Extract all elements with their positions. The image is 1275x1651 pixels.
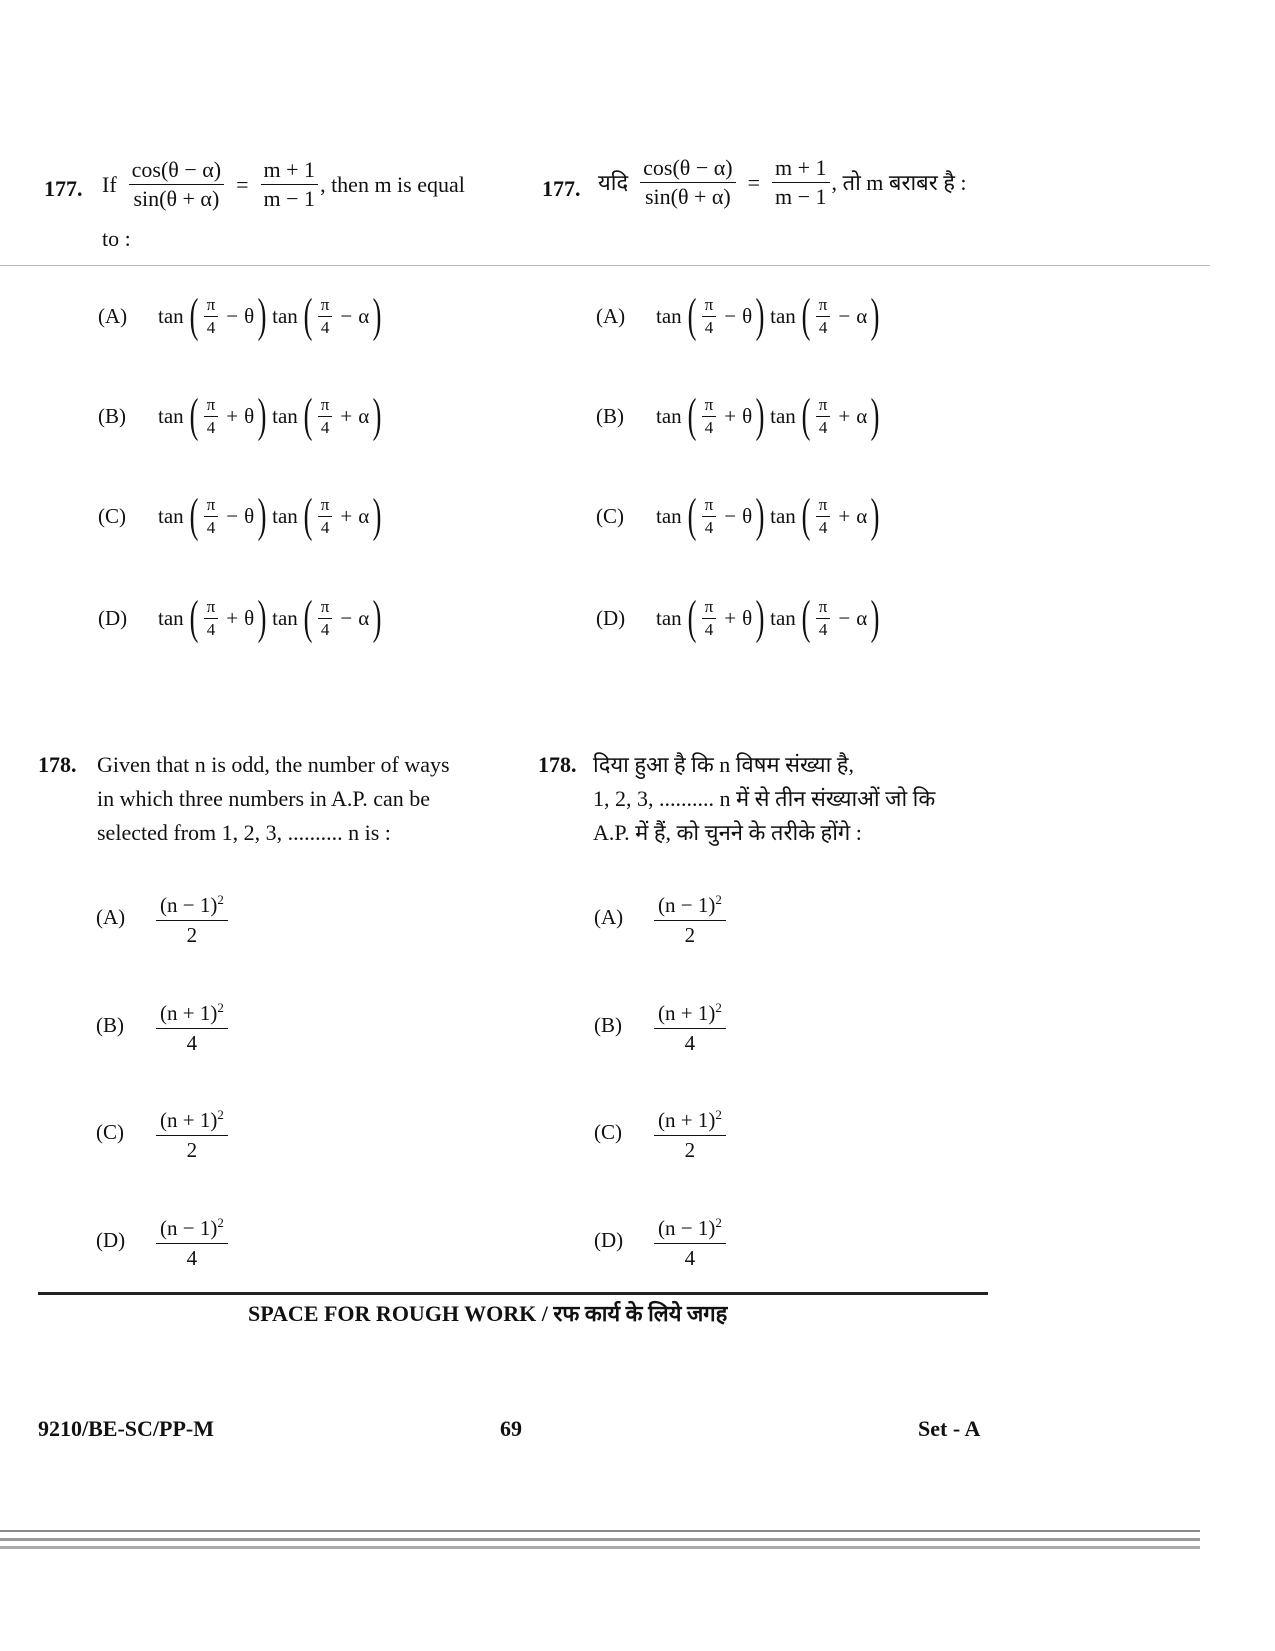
- paren-open: (: [801, 289, 811, 342]
- operator: −: [226, 303, 239, 328]
- paren-open: (: [189, 289, 199, 342]
- answer-fraction: [654, 1103, 726, 1162]
- rhs-denominator: m − 1: [263, 186, 316, 211]
- q178-option-hi-2: [594, 1103, 728, 1162]
- theta: θ: [742, 503, 753, 528]
- q177-line2-en: to :: [102, 226, 131, 251]
- pi: π: [318, 396, 333, 417]
- numerator-base: (n − 1): [160, 893, 218, 917]
- option-label: (A): [594, 905, 624, 929]
- pi-over-4: [204, 396, 219, 437]
- rough-work-label: SPACE FOR ROUGH WORK / रफ कार्य के लिये जगह: [248, 1301, 728, 1326]
- answer-fraction: [654, 888, 726, 947]
- q178-option-hi-1: [594, 996, 728, 1055]
- option-label: (B): [596, 403, 624, 428]
- pi: π: [204, 396, 219, 417]
- paren-open: (: [189, 591, 199, 644]
- numerator-base: (n − 1): [658, 1216, 716, 1240]
- paren-open: (: [687, 289, 697, 342]
- paren-open: (: [801, 489, 811, 542]
- four: 4: [320, 619, 330, 639]
- numerator-base: (n + 1): [658, 1108, 716, 1132]
- paren-close: ): [257, 289, 267, 342]
- pi: π: [702, 296, 717, 317]
- pi-over-4: [816, 296, 831, 337]
- q177-option-en-3: [98, 591, 385, 644]
- fraction-numerator: [156, 1103, 228, 1136]
- q177-number-hi: 177.: [542, 176, 581, 201]
- paper-code: 9210/BE-SC/PP-M: [38, 1416, 214, 1441]
- q178-stem-hi: [593, 748, 1003, 850]
- four: 4: [320, 317, 330, 337]
- pi-over-4: [816, 396, 831, 437]
- operator: +: [724, 605, 737, 630]
- fraction-numerator: [654, 888, 726, 921]
- set-label: Set - A: [918, 1416, 981, 1441]
- numerator-base: (n − 1): [160, 1216, 218, 1240]
- fraction-numerator: [156, 888, 228, 921]
- exponent: 2: [715, 1215, 722, 1230]
- fraction-numerator: [654, 1211, 726, 1244]
- theta: θ: [244, 303, 255, 328]
- answer-fraction: [156, 888, 228, 947]
- pi-over-4: [318, 496, 333, 537]
- four: 4: [818, 619, 828, 639]
- fraction-numerator: [654, 996, 726, 1029]
- option-label: (B): [98, 403, 126, 428]
- operator: −: [340, 303, 353, 328]
- operator: −: [226, 503, 239, 528]
- paren-open: (: [801, 389, 811, 442]
- q177-number-en: 177.: [44, 176, 83, 201]
- alpha: α: [358, 303, 370, 328]
- paren-close: ): [755, 489, 765, 542]
- pi-over-4: [702, 598, 717, 639]
- equals-sign: =: [236, 171, 249, 197]
- pi-over-4: [816, 496, 831, 537]
- q177-option-en-2: [98, 489, 385, 542]
- four: 4: [704, 317, 714, 337]
- four: 4: [704, 517, 714, 537]
- tan-function: tan: [158, 503, 184, 528]
- tan-function: tan: [272, 303, 298, 328]
- exponent: 2: [217, 1000, 224, 1015]
- q177-option-hi-2: [596, 489, 883, 542]
- bottom-stripe-1: [0, 1530, 1200, 1532]
- q177-option-en-0: [98, 289, 385, 342]
- q178-option-hi-3: [594, 1211, 728, 1270]
- exponent: 2: [715, 892, 722, 907]
- paren-open: (: [687, 489, 697, 542]
- exponent: 2: [715, 1107, 722, 1122]
- alpha: α: [856, 303, 868, 328]
- fraction-numerator: [654, 1103, 726, 1136]
- theta: θ: [244, 503, 255, 528]
- option-label: (B): [594, 1013, 622, 1037]
- paren-open: (: [801, 591, 811, 644]
- paren-close: ): [257, 389, 267, 442]
- option-label: (C): [596, 503, 624, 528]
- pi: π: [816, 396, 831, 417]
- tan-function: tan: [272, 605, 298, 630]
- tan-function: tan: [272, 503, 298, 528]
- pi: π: [318, 598, 333, 619]
- tan-function: tan: [656, 303, 682, 328]
- answer-fraction: [654, 996, 726, 1055]
- fraction-numerator: [156, 996, 228, 1029]
- four: 4: [704, 417, 714, 437]
- q178-option-hi-0: [594, 888, 728, 947]
- q178-hi-line2: 1, 2, 3, .......... n में से तीन संख्याओं जो कि: [593, 786, 936, 811]
- pi: π: [204, 598, 219, 619]
- paren-open: (: [303, 591, 313, 644]
- alpha: α: [358, 403, 370, 428]
- divider-line: [0, 265, 1210, 266]
- q178-option-en-1: [96, 996, 230, 1055]
- lhs-denominator: sin(θ + α): [133, 186, 220, 211]
- pi: π: [702, 396, 717, 417]
- operator: +: [340, 503, 353, 528]
- tan-function: tan: [770, 303, 796, 328]
- pi: π: [816, 296, 831, 317]
- pi-over-4: [204, 296, 219, 337]
- paren-close: ): [257, 591, 267, 644]
- numerator-base: (n − 1): [658, 893, 716, 917]
- paren-open: (: [303, 389, 313, 442]
- option-label: (C): [96, 1120, 124, 1144]
- exponent: 2: [217, 1215, 224, 1230]
- fraction-numerator: [156, 1211, 228, 1244]
- operator: −: [340, 605, 353, 630]
- four: 4: [206, 317, 216, 337]
- fraction-denominator: 2: [186, 1138, 198, 1162]
- equals-sign: =: [747, 169, 761, 195]
- paren-close: ): [755, 591, 765, 644]
- pi-over-4: [816, 598, 831, 639]
- fraction-denominator: 4: [186, 1246, 198, 1270]
- lhs-numerator: cos(θ − α): [640, 156, 735, 183]
- answer-fraction: [654, 1211, 726, 1270]
- operator: +: [724, 403, 737, 428]
- q178-stem-en: [97, 748, 507, 850]
- q178-number-en: 178.: [38, 752, 77, 777]
- paren-open: (: [189, 489, 199, 542]
- tan-function: tan: [656, 403, 682, 428]
- operator: −: [724, 503, 737, 528]
- paren-close: ): [755, 389, 765, 442]
- pi-over-4: [702, 496, 717, 537]
- fraction-denominator: 2: [684, 923, 696, 947]
- paren-open: (: [687, 389, 697, 442]
- q178-number-hi: 178.: [538, 752, 577, 777]
- fraction-denominator: 4: [684, 1246, 696, 1270]
- paren-close: ): [372, 289, 382, 342]
- numerator-base: (n + 1): [160, 1001, 218, 1025]
- paren-close: ): [257, 489, 267, 542]
- q177-suffix-hi: , तो m बराबर है :: [831, 169, 967, 195]
- q177-option-hi-3: [596, 591, 883, 644]
- alpha: α: [358, 605, 370, 630]
- four: 4: [206, 517, 216, 537]
- q178-option-en-0: [96, 888, 230, 947]
- option-label: (A): [98, 303, 128, 328]
- fraction-denominator: 4: [186, 1031, 198, 1055]
- q178-hi-line3: A.P. में हैं, को चुनने के तरीके होंगे :: [593, 820, 862, 845]
- q177-lhs-fraction-hi: [640, 156, 735, 209]
- four: 4: [818, 417, 828, 437]
- option-label: (A): [96, 905, 126, 929]
- theta: θ: [244, 605, 255, 630]
- four: 4: [320, 517, 330, 537]
- theta: θ: [244, 403, 255, 428]
- option-label: (D): [594, 1228, 624, 1252]
- q178-en-line3: selected from 1, 2, 3, .......... n is :: [97, 820, 391, 845]
- operator: +: [340, 403, 353, 428]
- operator: +: [226, 403, 239, 428]
- tan-function: tan: [158, 605, 184, 630]
- q177-rhs-fraction: [261, 158, 319, 211]
- q178-option-en-2: [96, 1103, 230, 1162]
- tan-function: tan: [770, 403, 796, 428]
- pi: π: [816, 598, 831, 619]
- tan-function: tan: [158, 303, 184, 328]
- q178-option-en-3: [96, 1211, 230, 1270]
- option-label: (A): [596, 303, 626, 328]
- q177-lhs-fraction: [129, 158, 224, 211]
- paren-open: (: [687, 591, 697, 644]
- numerator-base: (n + 1): [658, 1001, 716, 1025]
- rough-work-rule: [38, 1292, 988, 1295]
- alpha: α: [856, 503, 868, 528]
- option-label: (D): [98, 605, 128, 630]
- tan-function: tan: [656, 503, 682, 528]
- fraction-denominator: 2: [186, 923, 198, 947]
- q177-option-hi-1: [596, 389, 883, 442]
- pi: π: [816, 496, 831, 517]
- four: 4: [206, 417, 216, 437]
- operator: +: [838, 403, 851, 428]
- tan-function: tan: [656, 605, 682, 630]
- paren-open: (: [303, 489, 313, 542]
- answer-fraction: [156, 1103, 228, 1162]
- fraction-denominator: 4: [684, 1031, 696, 1055]
- four: 4: [818, 517, 828, 537]
- paren-close: ): [870, 489, 880, 542]
- rhs-numerator: m + 1: [261, 158, 319, 185]
- q177-stem-hi: [598, 156, 967, 209]
- option-label: (B): [96, 1013, 124, 1037]
- q177-rhs-fraction-hi: [772, 156, 830, 209]
- q177-prefix-hi: यदि: [598, 169, 629, 195]
- four: 4: [818, 317, 828, 337]
- lhs-denominator: sin(θ + α): [644, 184, 731, 209]
- option-label: (C): [98, 503, 126, 528]
- operator: −: [838, 303, 851, 328]
- theta: θ: [742, 605, 753, 630]
- paren-close: ): [372, 489, 382, 542]
- q177-stem-en: [102, 158, 465, 211]
- operator: −: [838, 605, 851, 630]
- answer-fraction: [156, 1211, 228, 1270]
- operator: +: [226, 605, 239, 630]
- pi: π: [204, 296, 219, 317]
- exponent: 2: [217, 892, 224, 907]
- paren-close: ): [870, 591, 880, 644]
- q177-option-en-1: [98, 389, 385, 442]
- operator: +: [838, 503, 851, 528]
- option-label: (D): [596, 605, 626, 630]
- q177-option-hi-0: [596, 289, 883, 342]
- paren-open: (: [303, 289, 313, 342]
- paren-close: ): [372, 389, 382, 442]
- q177-prefix-en: If: [102, 171, 117, 197]
- tan-function: tan: [770, 605, 796, 630]
- pi-over-4: [318, 396, 333, 437]
- pi: π: [318, 296, 333, 317]
- pi: π: [318, 496, 333, 517]
- rhs-numerator: m + 1: [772, 156, 830, 183]
- answer-fraction: [156, 996, 228, 1055]
- lhs-numerator: cos(θ − α): [129, 158, 224, 185]
- theta: θ: [742, 303, 753, 328]
- page-number: 69: [500, 1416, 522, 1441]
- pi-over-4: [318, 598, 333, 639]
- numerator-base: (n + 1): [160, 1108, 218, 1132]
- pi: π: [702, 496, 717, 517]
- alpha: α: [856, 403, 868, 428]
- theta: θ: [742, 403, 753, 428]
- pi-over-4: [318, 296, 333, 337]
- paren-close: ): [870, 289, 880, 342]
- tan-function: tan: [158, 403, 184, 428]
- q177-suffix-en: , then m is equal: [320, 171, 465, 197]
- paren-open: (: [189, 389, 199, 442]
- exponent: 2: [217, 1107, 224, 1122]
- fraction-denominator: 2: [684, 1138, 696, 1162]
- four: 4: [206, 619, 216, 639]
- pi-over-4: [702, 296, 717, 337]
- alpha: α: [856, 605, 868, 630]
- q178-en-line2: in which three numbers in A.P. can be: [97, 786, 430, 811]
- four: 4: [704, 619, 714, 639]
- paren-close: ): [870, 389, 880, 442]
- operator: −: [724, 303, 737, 328]
- pi-over-4: [204, 496, 219, 537]
- exponent: 2: [715, 1000, 722, 1015]
- four: 4: [320, 417, 330, 437]
- rhs-denominator: m − 1: [775, 184, 827, 209]
- pi-over-4: [204, 598, 219, 639]
- paren-close: ): [372, 591, 382, 644]
- alpha: α: [358, 503, 370, 528]
- option-label: (D): [96, 1228, 126, 1252]
- q178-en-line1: Given that n is odd, the number of ways: [97, 752, 450, 777]
- pi: π: [702, 598, 717, 619]
- pi-over-4: [702, 396, 717, 437]
- bottom-stripe-2: [0, 1538, 1200, 1541]
- tan-function: tan: [770, 503, 796, 528]
- tan-function: tan: [272, 403, 298, 428]
- q178-hi-line1: दिया हुआ है कि n विषम संख्या है,: [593, 752, 854, 777]
- bottom-stripe-3: [0, 1546, 1200, 1549]
- option-label: (C): [594, 1120, 622, 1144]
- paren-close: ): [755, 289, 765, 342]
- pi: π: [204, 496, 219, 517]
